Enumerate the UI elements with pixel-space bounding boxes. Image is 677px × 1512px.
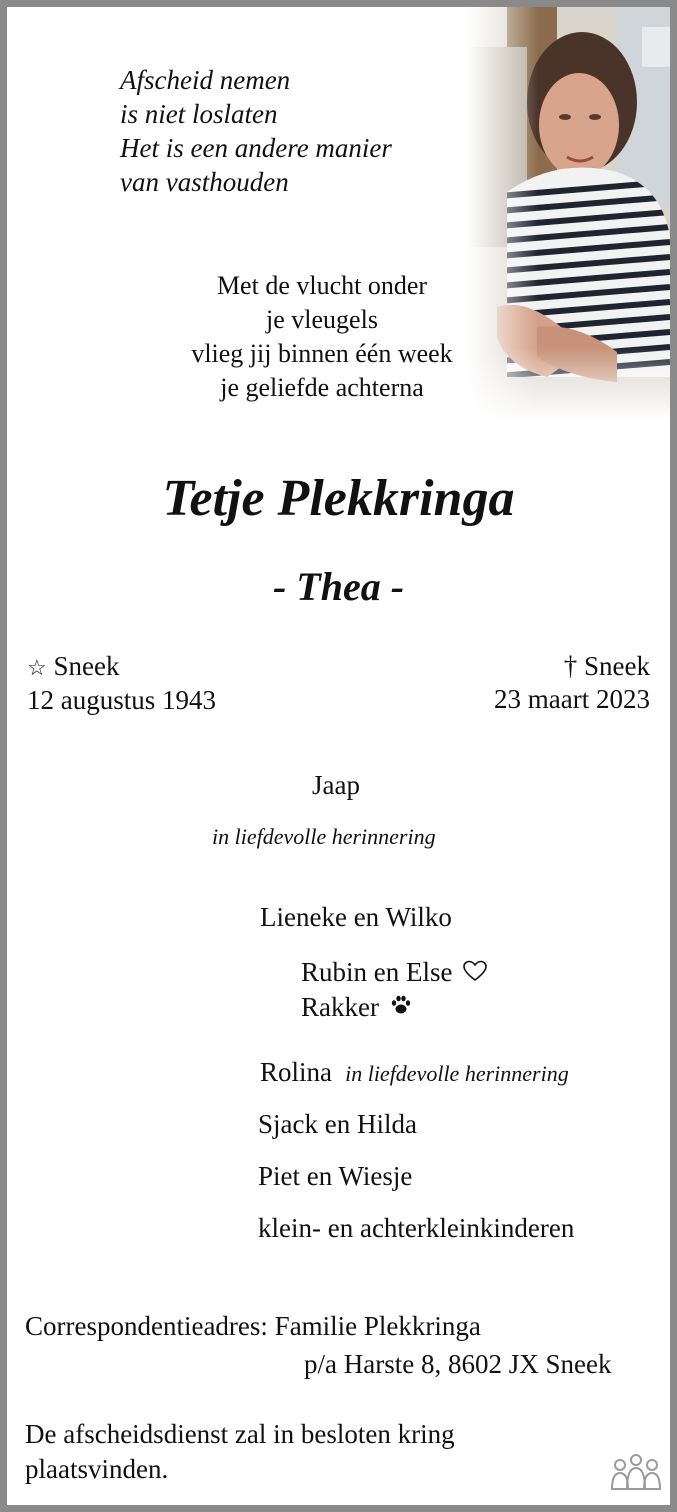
relative-sjack: Sjack en Hilda	[258, 1109, 417, 1139]
relative-rubin	[301, 957, 487, 988]
poem-top	[120, 63, 392, 199]
relative-rolina: Rolina	[260, 1057, 332, 1087]
service-notice-line: plaatsvinden.	[25, 1454, 169, 1484]
relative-rakker	[301, 992, 412, 1023]
obituary-card	[7, 7, 670, 1505]
relative-jaap-note: in liefdevolle herinnering	[212, 824, 436, 849]
paw-icon	[390, 994, 412, 1016]
cross-icon: †	[563, 651, 578, 681]
relative-rubin-label: Rubin en Else	[301, 957, 453, 987]
relative-jaap: Jaap	[312, 770, 360, 800]
heart-outline-icon	[463, 960, 487, 982]
correspondence-label: Correspondentieadres:	[25, 1311, 268, 1341]
poem-top-line: van vasthouden	[120, 167, 289, 197]
correspondence-name: Familie Plekkringa	[274, 1311, 481, 1341]
poem-middle	[147, 269, 497, 405]
poem-top-line: is niet loslaten	[120, 99, 278, 129]
poem-middle-line: Met de vlucht onder	[216, 271, 428, 300]
birth-place: Sneek	[53, 651, 120, 681]
poem-middle-line: je geliefde achterna	[220, 373, 424, 402]
deceased-nickname: - Thea -	[272, 564, 405, 609]
correspondence-block	[25, 1309, 481, 1344]
star-icon: ☆	[27, 655, 47, 680]
birth-info	[27, 650, 216, 717]
relative-rolina-row	[260, 1057, 569, 1088]
relative-piet: Piet en Wiesje	[258, 1161, 413, 1191]
relative-rolina-note: in liefdevolle herinnering	[345, 1061, 569, 1086]
correspondence-address: p/a Harste 8, 8602 JX Sneek	[304, 1349, 612, 1379]
death-info	[494, 650, 650, 716]
poem-top-line: Afscheid nemen	[120, 65, 291, 95]
service-notice-line: De afscheidsdienst zal in besloten kring	[25, 1419, 455, 1449]
poem-middle-line: je vleugels	[266, 305, 378, 334]
deceased-name: Tetje Plekkringa	[162, 470, 515, 527]
portrait-photo	[467, 7, 670, 422]
poem-top-line: Het is een andere manier	[120, 133, 392, 163]
relative-lieneke: Lieneke en Wilko	[260, 902, 452, 932]
service-notice	[25, 1417, 455, 1487]
birth-date: 12 augustus 1943	[27, 685, 216, 715]
death-place: Sneek	[584, 651, 650, 681]
death-date: 23 maart 2023	[494, 684, 650, 714]
relative-rakker-label: Rakker	[301, 992, 379, 1022]
relative-kids: klein- en achterkleinkinderen	[258, 1213, 575, 1243]
people-logo-icon	[610, 1451, 662, 1495]
poem-middle-line: vlieg jij binnen één week	[191, 339, 453, 368]
